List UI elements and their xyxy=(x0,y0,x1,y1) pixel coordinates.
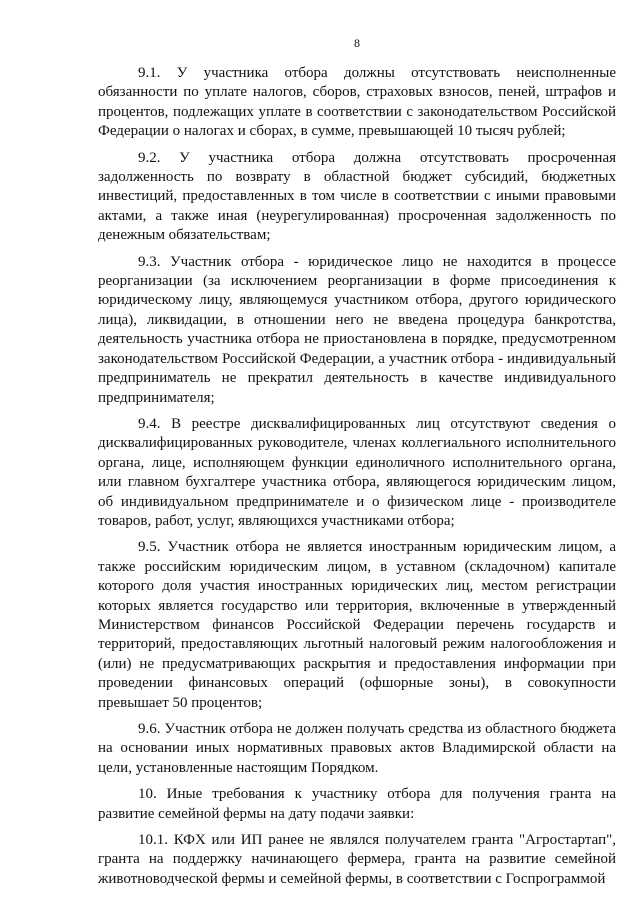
paragraph-9-2: 9.2. У участника отбора должна отсутствовать просроченная задолженность по возврату в областной бюджет субсидий, бюджетных инвестиций, предоставленных в том числе в соответствии с иными правовыми актами, а также иная (неурегулированная) просроченная задолженность по денежным обязательствам; xyxy=(98,149,616,244)
paragraph-9-5: 9.5. Участник отбора не является иностранным юридическим лицом, а также российским юридическим лицом, в уставном (складочном) капитале которого доля участия иностранных юридических лиц, местом регистрации которых является государство или территория, включенные в утвержденный Министерством финансов Российской Федерации перечень государств и территорий, предоставляющих льготный налоговый режим налогообложения и (или) не предусматривающих раскрытия и предоставления информации при проведении финансовых операций (офшорные зоны), в совокупности превышает 50 процентов; xyxy=(98,539,616,711)
paragraph-9-4: 9.4. В реестре дисквалифицированных лиц отсутствуют сведения о дисквалифицированных руководителе, членах коллегиального исполнительного органа, лице, исполняющем функции единоличного исполнительного органа, или главном бухгалтере участника отбора, являющегося юридическим лицом, об индивидуальном предпринимателе и о физическом лице - производителе товаров, работ, услуг, являющихся участниками отбора; xyxy=(98,415,616,529)
paragraph-9-6: 9.6. Участник отбора не должен получать средства из областного бюджета на основании иных нормативных правовых актов Владимирской области на цели, установленные настоящим Порядком. xyxy=(98,721,616,776)
paragraph-10-1: 10.1. КФХ или ИП ранее не являлся получателем гранта "Агростартап", гранта на поддержку начинающего фермера, гранта на развитие семейной животноводческой фермы и семейной фермы, в соответствии с Госпрограммой xyxy=(98,832,616,887)
paragraph-9-1: 9.1. У участника отбора должны отсутствовать неисполненные обязанности по уплате налогов, сборов, страховых взносов, пеней, штрафов и процентов, подлежащих уплате в соответствии с законодательством Российской Федерации о налогах и сборах, в сумме, превышающей 10 тысяч рублей; xyxy=(98,65,616,140)
page-number: 8 xyxy=(354,36,360,50)
document-page xyxy=(98,36,616,896)
paragraph-9-3: 9.3. Участник отбора - юридическое лицо не находится в процессе реорганизации (за исключением реорганизации в форме присоединения к юридическому лицу, являющемуся участником отбора, другого юридического лица), ликвидации, в отношении него не введена процедура банкротства, деятельность участника отбора не приостановлена в порядке, предусмотренном законодательством Российской Федерации, а участник отбора - индивидуальный предприниматель не прекратил деятельность в качестве индивидуального предпринимателя; xyxy=(98,253,616,406)
paragraph-10: 10. Иные требования к участнику отбора для получения гранта на развитие семейной фермы на дату подачи заявки: xyxy=(98,786,616,822)
